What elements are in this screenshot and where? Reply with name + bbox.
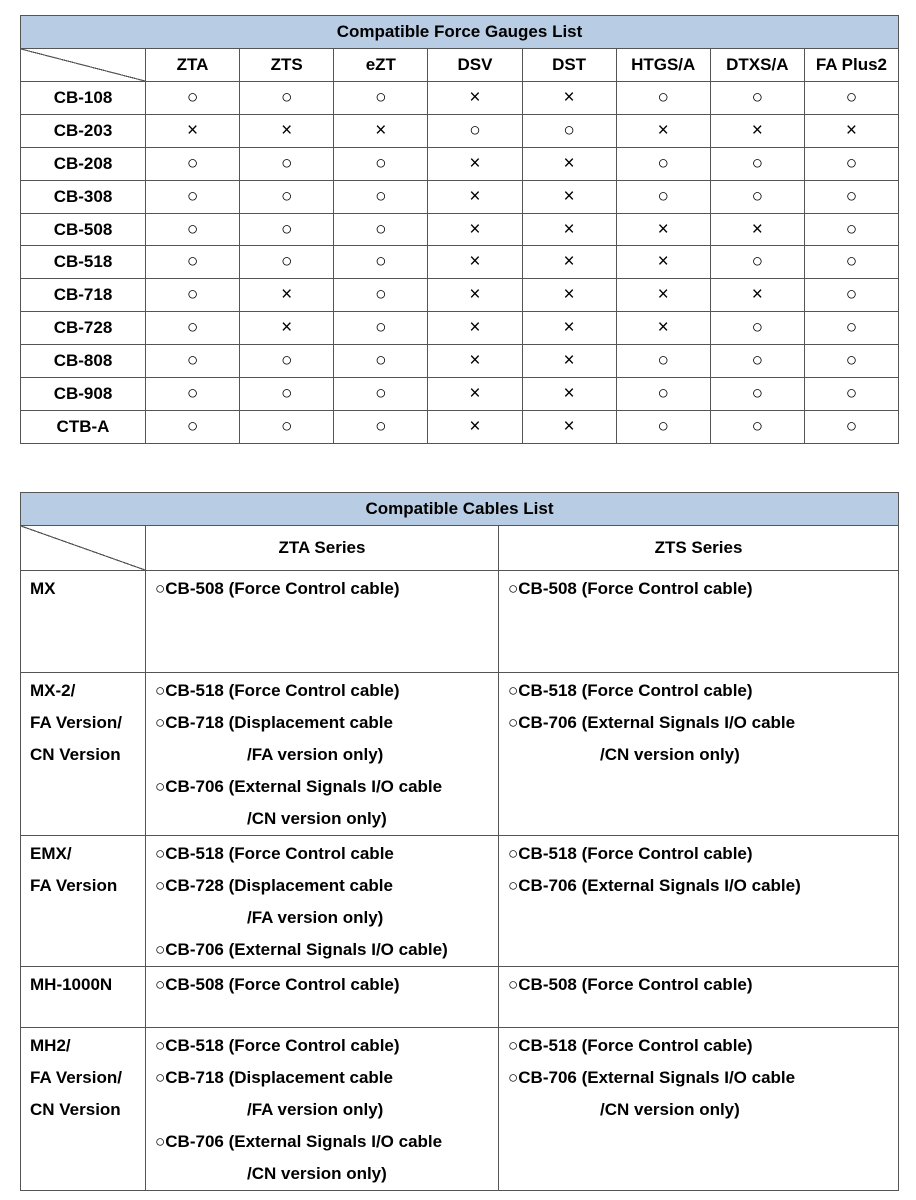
compatibility-cell [710, 378, 804, 411]
compatibility-cell [146, 378, 240, 411]
compatibility-cell [334, 180, 428, 213]
compatibility-cell [804, 312, 898, 345]
compatibility-mark: ○ [751, 185, 764, 207]
compatibility-mark: ○ [186, 185, 199, 207]
compatibility-cell [804, 246, 898, 279]
gauge-column-header: ZTA [146, 49, 240, 82]
compatibility-cell [522, 147, 616, 180]
compatibility-mark: ○ [845, 185, 858, 207]
device-model-label: MH2/ [30, 1036, 71, 1055]
table-row [21, 345, 899, 378]
zts-cables-cell [499, 1028, 899, 1191]
compatibility-cell [522, 213, 616, 246]
gauge-column-header: DTXS/A [710, 49, 804, 82]
compatibility-mark: × [657, 317, 669, 339]
compatibility-cell [146, 410, 240, 443]
cables-header-row [21, 526, 899, 571]
device-model-label: FA Version/ [30, 1068, 122, 1087]
cable-entry-line: ○CB-706 (External Signals I/O cable) [508, 876, 801, 895]
compatibility-cell [710, 345, 804, 378]
zta-cables-cell [146, 1028, 499, 1191]
compatibility-mark: ○ [845, 284, 858, 306]
cable-entry-line: ○CB-706 (External Signals I/O cable [155, 1132, 443, 1151]
compatibility-cell [428, 180, 522, 213]
device-model-label: FA Version/ [30, 713, 122, 732]
cable-entry-line: /CN version only) [600, 745, 740, 764]
compatibility-mark: ○ [375, 350, 387, 372]
cable-model-label: CB-718 [21, 279, 146, 312]
compatibility-mark: × [563, 251, 575, 273]
compatibility-cell [710, 279, 804, 312]
cable-entry-line: /FA version only) [247, 745, 384, 764]
compatibility-mark: ○ [751, 350, 764, 372]
cable-entry-line: ○CB-508 (Force Control cable) [508, 975, 753, 994]
device-model-label: MH-1000N [30, 975, 113, 994]
compatibility-cell [428, 114, 522, 147]
compatibility-cell [804, 114, 898, 147]
compatibility-mark: ○ [657, 185, 669, 207]
compatibility-cell [428, 147, 522, 180]
compatibility-mark: ○ [751, 382, 764, 404]
compatibility-mark: × [469, 152, 481, 174]
compatibility-mark: ○ [280, 185, 293, 207]
zts-cables-cell [499, 571, 899, 673]
compatibility-mark: ○ [375, 317, 387, 339]
compatibility-mark: × [281, 317, 293, 339]
cable-entry-line: ○CB-518 (Force Control cable) [155, 681, 400, 700]
compatibility-cell [804, 180, 898, 213]
zts-cables-cell [499, 673, 899, 836]
compatibility-cell [522, 82, 616, 115]
zts-cables-cell [499, 967, 899, 1028]
compatibility-cell [616, 180, 710, 213]
compatibility-mark: × [563, 382, 575, 404]
compatibility-cell [428, 345, 522, 378]
compatibility-cell [804, 279, 898, 312]
compatibility-cell [522, 114, 616, 147]
compatibility-mark: ○ [845, 350, 858, 372]
gauge-column-header: DST [522, 49, 616, 82]
cable-model-label: CB-308 [21, 180, 146, 213]
compatibility-mark: ○ [186, 86, 199, 108]
compatibility-cell [710, 246, 804, 279]
compatibility-cell [522, 378, 616, 411]
compatibility-mark: × [469, 251, 481, 273]
compatibility-mark: × [751, 284, 763, 306]
table-row [21, 410, 899, 443]
compatibility-cell [240, 312, 334, 345]
gauges-table-title: Compatible Force Gauges List [21, 16, 899, 49]
compatibility-mark: × [563, 317, 575, 339]
compatibility-mark: × [563, 218, 575, 240]
cable-entry-line: ○CB-508 (Force Control cable) [508, 579, 753, 598]
compatibility-mark: ○ [845, 86, 858, 108]
table-row [21, 312, 899, 345]
table-row [21, 246, 899, 279]
compatibility-mark: ○ [186, 251, 199, 273]
compatibility-cell [428, 246, 522, 279]
cable-entry-line: ○CB-518 (Force Control cable) [508, 681, 753, 700]
compatibility-cell [428, 82, 522, 115]
table-row [21, 279, 899, 312]
compatibility-cell [146, 345, 240, 378]
gauge-column-header: eZT [334, 49, 428, 82]
compatibility-mark: ○ [845, 382, 858, 404]
compatibility-cell [616, 246, 710, 279]
compatibility-cell [428, 378, 522, 411]
compatibility-cell [146, 147, 240, 180]
compatibility-cell [334, 147, 428, 180]
compatibility-mark: × [657, 218, 669, 240]
compatibility-cell [616, 213, 710, 246]
force-gauges-table [20, 15, 899, 444]
cable-entry-line: ○CB-518 (Force Control cable) [508, 1036, 753, 1055]
compatibility-mark: ○ [751, 152, 764, 174]
compatibility-mark: ○ [375, 152, 387, 174]
compatibility-cell [240, 82, 334, 115]
compatibility-mark: × [751, 119, 763, 141]
device-model-cell [21, 967, 146, 1028]
compatibility-cell [428, 410, 522, 443]
compatibility-cell [710, 312, 804, 345]
compatibility-mark: × [187, 119, 199, 141]
compatibility-cell [334, 410, 428, 443]
compatibility-cell [334, 114, 428, 147]
cable-entry-line: /CN version only) [600, 1100, 740, 1119]
table-row [21, 967, 899, 1028]
compatibility-mark: × [469, 415, 481, 437]
compatibility-mark: × [563, 350, 575, 372]
compatibility-cell [710, 114, 804, 147]
compatibility-cell [616, 345, 710, 378]
compatibility-mark: ○ [657, 350, 669, 372]
cables-table-title: Compatible Cables List [21, 493, 899, 526]
compatibility-cell [240, 213, 334, 246]
compatibility-cell [616, 279, 710, 312]
zta-cables-cell [146, 836, 499, 967]
compatibility-cell [146, 279, 240, 312]
cable-entry-line: /FA version only) [247, 908, 384, 927]
cable-entry-line: ○CB-718 (Displacement cable [155, 713, 393, 732]
compatibility-cell [616, 410, 710, 443]
zts-cables-cell [499, 836, 899, 967]
compatibility-mark: ○ [563, 119, 575, 141]
cables-table [20, 492, 899, 1191]
compatibility-mark: ○ [751, 86, 764, 108]
compatibility-cell [616, 82, 710, 115]
compatibility-mark: × [469, 284, 481, 306]
compatibility-cell [334, 279, 428, 312]
compatibility-cell [146, 82, 240, 115]
table-row [21, 673, 899, 836]
compatibility-cell [240, 180, 334, 213]
compatibility-cell [334, 345, 428, 378]
compatibility-mark: × [563, 284, 575, 306]
zta-cables-cell [146, 967, 499, 1028]
compatibility-mark: ○ [845, 152, 858, 174]
compatibility-mark: ○ [375, 218, 387, 240]
compatibility-cell [804, 378, 898, 411]
device-model-label: MX-2/ [30, 681, 76, 700]
table-row [21, 378, 899, 411]
compatibility-mark: × [845, 119, 857, 141]
compatibility-mark: ○ [657, 415, 669, 437]
compatibility-cell [240, 246, 334, 279]
compatibility-mark: ○ [280, 152, 293, 174]
compatibility-mark: × [469, 317, 481, 339]
compatibility-cell [522, 312, 616, 345]
compatibility-mark: ○ [375, 415, 387, 437]
cable-entry-line: /CN version only) [247, 809, 387, 828]
table-row [21, 1028, 899, 1191]
compatibility-mark: × [657, 284, 669, 306]
compatibility-mark: × [469, 86, 481, 108]
cable-model-label: CB-208 [21, 147, 146, 180]
cable-column-header: ZTS Series [499, 526, 899, 571]
compatibility-mark: × [281, 119, 293, 141]
compatibility-cell [616, 147, 710, 180]
cable-entry-line: ○CB-706 (External Signals I/O cable [155, 777, 443, 796]
compatibility-mark: ○ [845, 218, 858, 240]
compatibility-cell [804, 147, 898, 180]
device-model-label: CN Version [30, 1100, 121, 1119]
compatibility-mark: ○ [186, 152, 199, 174]
device-model-label: EMX/ [30, 844, 72, 863]
cable-model-label: CTB-A [21, 410, 146, 443]
compatibility-mark: ○ [186, 415, 199, 437]
compatibility-mark: ○ [280, 415, 293, 437]
compatibility-mark: × [469, 350, 481, 372]
device-model-cell [21, 673, 146, 836]
cable-model-label: CB-108 [21, 82, 146, 115]
compatibility-cell [428, 213, 522, 246]
device-model-label: FA Version [30, 876, 118, 895]
compatibility-mark: ○ [375, 284, 387, 306]
table-row [21, 82, 899, 115]
compatibility-cell [616, 114, 710, 147]
compatibility-mark: ○ [186, 382, 199, 404]
corner-diagonal-cell [21, 49, 146, 82]
compatibility-mark: ○ [751, 317, 764, 339]
cable-model-label: CB-908 [21, 378, 146, 411]
compatibility-cell [616, 312, 710, 345]
compatibility-cell [428, 279, 522, 312]
compatibility-mark: × [751, 218, 763, 240]
device-model-label: MX [30, 579, 56, 598]
compatibility-mark: × [563, 152, 575, 174]
cable-model-label: CB-518 [21, 246, 146, 279]
gauge-column-header: ZTS [240, 49, 334, 82]
compatibility-mark: × [563, 415, 575, 437]
compatibility-mark: ○ [751, 415, 764, 437]
cable-model-label: CB-508 [21, 213, 146, 246]
compatibility-mark: × [469, 382, 481, 404]
compatibility-cell [522, 246, 616, 279]
zta-cables-cell [146, 571, 499, 673]
compatibility-cell [522, 345, 616, 378]
compatibility-mark: ○ [280, 218, 293, 240]
cable-entry-line: ○CB-508 (Force Control cable) [155, 579, 400, 598]
compatibility-mark: ○ [751, 251, 764, 273]
compatibility-mark: ○ [375, 185, 387, 207]
compatibility-cell [334, 213, 428, 246]
compatibility-mark: ○ [280, 382, 293, 404]
compatibility-cell [804, 213, 898, 246]
compatibility-cell [522, 180, 616, 213]
compatibility-mark: × [281, 284, 293, 306]
compatibility-cell [710, 147, 804, 180]
compatibility-cell [146, 180, 240, 213]
compatibility-mark: ○ [186, 317, 199, 339]
compatibility-cell [334, 82, 428, 115]
compatibility-mark: ○ [657, 86, 669, 108]
compatibility-cell [146, 213, 240, 246]
compatibility-mark: ○ [845, 415, 858, 437]
cable-entry-line: ○CB-728 (Displacement cable [155, 876, 393, 895]
compatibility-cell [710, 213, 804, 246]
compatibility-cell [146, 114, 240, 147]
compatibility-cell [428, 312, 522, 345]
table-row [21, 571, 899, 673]
table-row [21, 180, 899, 213]
cable-entry-line: ○CB-706 (External Signals I/O cable) [155, 940, 448, 959]
compatibility-mark: ○ [186, 218, 199, 240]
cable-column-header: ZTA Series [146, 526, 499, 571]
compatibility-mark: ○ [280, 86, 293, 108]
compatibility-cell [240, 378, 334, 411]
compatibility-mark: ○ [375, 251, 387, 273]
table-row [21, 213, 899, 246]
cable-model-label: CB-203 [21, 114, 146, 147]
compatibility-mark: × [469, 185, 481, 207]
compatibility-cell [334, 246, 428, 279]
table-row [21, 147, 899, 180]
cable-entry-line: /FA version only) [247, 1100, 384, 1119]
compatibility-cell [710, 180, 804, 213]
compatibility-mark: × [469, 218, 481, 240]
compatibility-cell [334, 312, 428, 345]
compatibility-mark: × [657, 251, 669, 273]
compatibility-cell [804, 82, 898, 115]
cable-entry-line: ○CB-508 (Force Control cable) [155, 975, 400, 994]
compatibility-cell [146, 246, 240, 279]
compatibility-mark: ○ [375, 382, 387, 404]
compatibility-mark: ○ [375, 86, 387, 108]
compatibility-mark: ○ [280, 350, 293, 372]
table-row [21, 114, 899, 147]
cable-entry-line: ○CB-518 (Force Control cable) [155, 1036, 400, 1055]
compatibility-cell [146, 312, 240, 345]
device-model-label: CN Version [30, 745, 121, 764]
compatibility-mark: ○ [469, 119, 481, 141]
corner-diagonal-cell [21, 526, 146, 571]
compatibility-mark: ○ [845, 317, 858, 339]
table-row [21, 836, 899, 967]
compatibility-mark: ○ [657, 382, 669, 404]
cable-model-label: CB-808 [21, 345, 146, 378]
compatibility-mark: ○ [657, 152, 669, 174]
compatibility-cell [522, 279, 616, 312]
compatibility-cell [240, 410, 334, 443]
compatibility-mark: × [657, 119, 669, 141]
gauge-column-header: FA Plus2 [804, 49, 898, 82]
cable-model-label: CB-728 [21, 312, 146, 345]
compatibility-cell [804, 345, 898, 378]
compatibility-cell [710, 410, 804, 443]
compatibility-cell [334, 378, 428, 411]
compatibility-cell [240, 279, 334, 312]
cable-entry-line: ○CB-706 (External Signals I/O cable [508, 1068, 796, 1087]
compatibility-cell [710, 82, 804, 115]
compatibility-cell [616, 378, 710, 411]
compatibility-mark: ○ [186, 350, 199, 372]
compatibility-cell [240, 114, 334, 147]
compatibility-mark: ○ [280, 251, 293, 273]
gauges-header-row [21, 49, 899, 82]
compatibility-mark: × [563, 185, 575, 207]
compatibility-cell [804, 410, 898, 443]
device-model-cell [21, 1028, 146, 1191]
device-model-cell [21, 571, 146, 673]
zta-cables-cell [146, 673, 499, 836]
cable-entry-line: ○CB-518 (Force Control cable [155, 844, 394, 863]
compatibility-mark: ○ [186, 284, 199, 306]
compatibility-cell [522, 410, 616, 443]
compatibility-mark: × [563, 86, 575, 108]
cable-entry-line: ○CB-718 (Displacement cable [155, 1068, 393, 1087]
compatibility-cell [240, 345, 334, 378]
gauge-column-header: HTGS/A [616, 49, 710, 82]
cable-entry-line: ○CB-518 (Force Control cable) [508, 844, 753, 863]
device-model-cell [21, 836, 146, 967]
compatibility-cell [240, 147, 334, 180]
compatibility-mark: × [375, 119, 387, 141]
cable-entry-line: ○CB-706 (External Signals I/O cable [508, 713, 796, 732]
gauge-column-header: DSV [428, 49, 522, 82]
compatibility-mark: ○ [845, 251, 858, 273]
cable-entry-line: /CN version only) [247, 1164, 387, 1183]
